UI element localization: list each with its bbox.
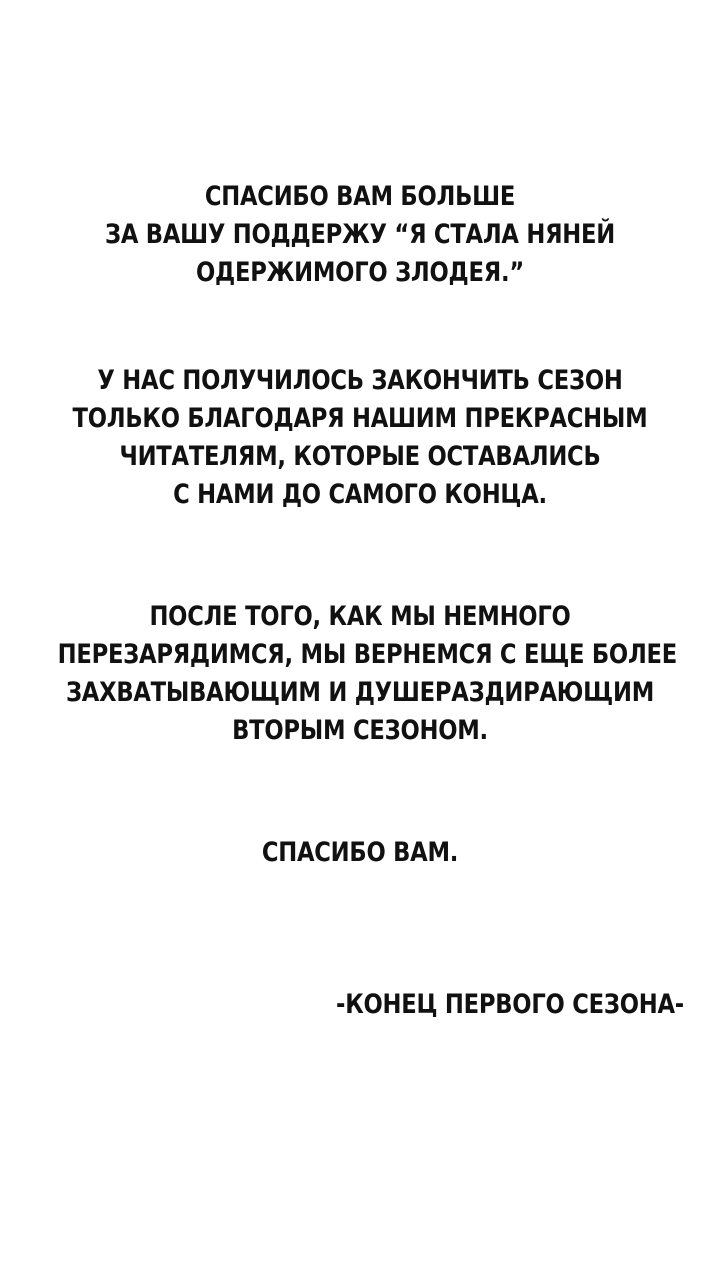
- final-thanks-paragraph: [58, 834, 663, 872]
- text-line: ЧИТАТЕЛЯМ, КОТОРЫЕ ОСТАВАЛИСЬ: [119, 441, 601, 472]
- text-line: ПЕРЕЗАРЯДИМСЯ, МЫ ВЕРНЕМСЯ С ЕЩЕ БОЛЕЕ: [57, 639, 678, 670]
- text-line: ТОЛЬКО БЛАГОДАРЯ НАШИМ ПРЕКРАСНЫМ: [72, 403, 648, 434]
- text-line: ОДЕРЖИМОГО ЗЛОДЕЯ.”: [196, 257, 524, 288]
- text-line: ЗАХВАТЫВАЮЩИМ И ДУШЕРАЗДИРАЮЩИМ: [65, 677, 655, 708]
- season-end-label: -КОНЕЦ ПЕРВОГО СЕЗОНА-: [336, 989, 684, 1020]
- thanks-paragraph: [58, 178, 663, 292]
- text-line: С НАМИ ДО САМОГО КОНЦА.: [173, 479, 547, 510]
- text-line: У НАС ПОЛУЧИЛОСЬ ЗАКОНЧИТЬ СЕЗОН: [97, 365, 623, 396]
- text-line: ЗА ВАШУ ПОДДЕРЖУ “Я СТАЛА НЯНЕЙ: [104, 219, 616, 250]
- text-line: СПАСИБО ВАМ.: [261, 837, 459, 868]
- text-line: ВТОРЫМ СЕЗОНОМ.: [232, 715, 488, 746]
- second-season-paragraph: [57, 598, 678, 750]
- text-line: ПОСЛЕ ТОГО, КАК МЫ НЕМНОГО: [149, 601, 571, 632]
- text-line: СПАСИБО ВАМ БОЛЬШЕ: [204, 181, 516, 212]
- readers-paragraph: [58, 362, 663, 514]
